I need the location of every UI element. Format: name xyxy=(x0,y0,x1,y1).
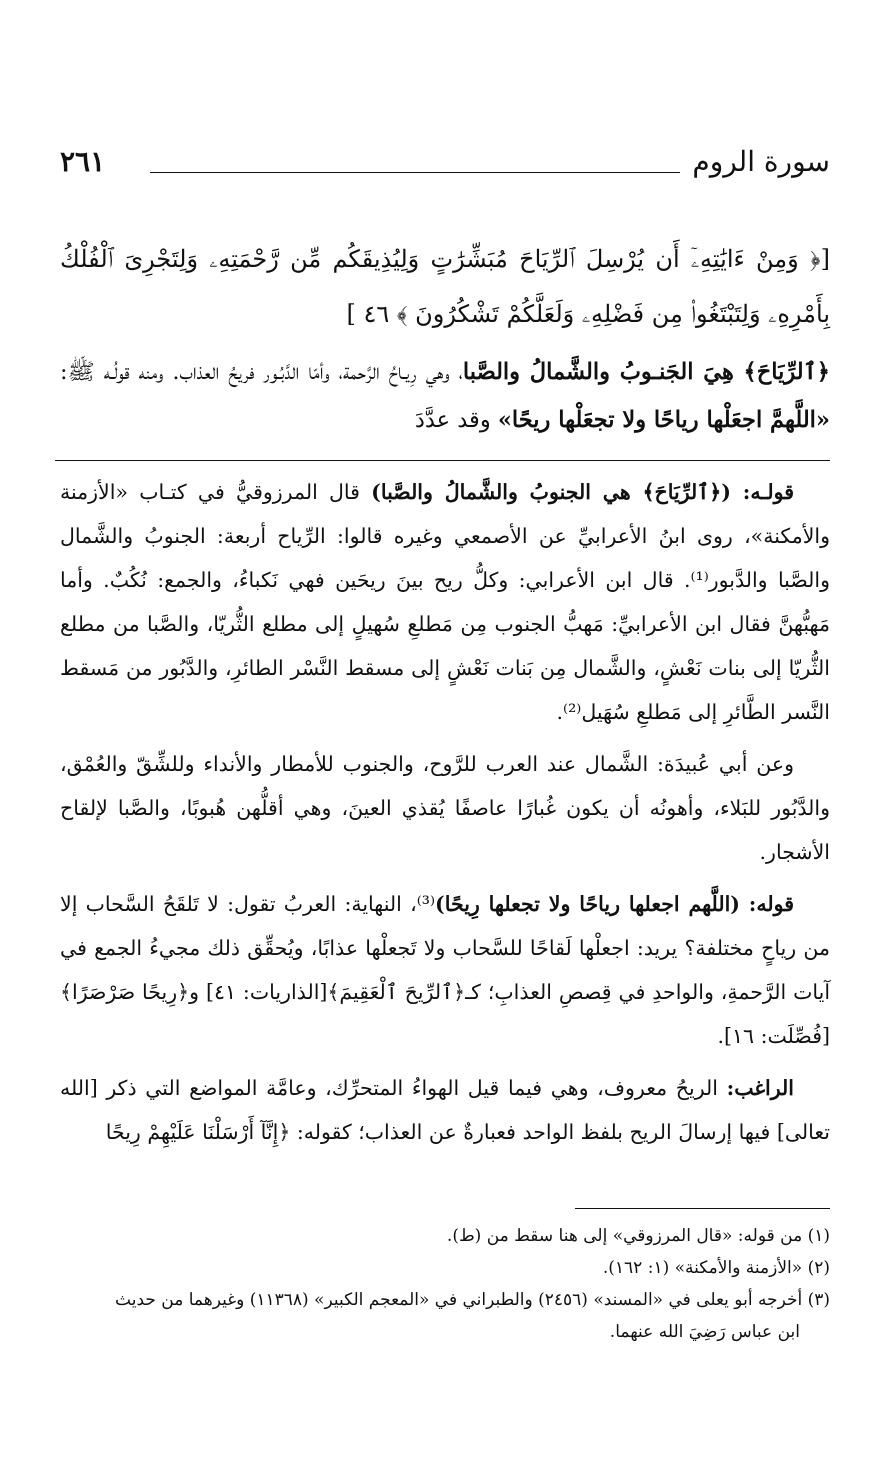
gloss-lead: قوله: (اللَّهم اجعلها رياحًا ولا تجعلها رِيحًا) xyxy=(435,892,795,916)
page-number: ٢٦١ xyxy=(60,145,106,178)
gloss-text: قال المرزوقيُّ في كتـاب «الأزمنة والأمكنة»، روى ابنُ الأعرابيِّ عن الأصمعي وغيره قالوا: الرِّياح أربعة: الجنوبُ والشَّمال والصَّبا والدَّبور⁽¹⁾. قال ابن الأعرابي: وكلُّ ريح بينَ ريحَين فهي نَكباءُ، والجمع: نُكُبٌ. وأما مَهبُّهنَّ فقال ابن الأعرابيِّ: مَهبُّ الجنوب مِن مَطلعِ سُهيلٍ إلى مطلع الثُّريّا، والصَّبا من مطلع الثُّريّا إلى بنات نَعْشٍ، والشَّمال مِن بَنات نَعْشٍ إلى مسقط النَّسْر الطائرِ، والدَّبُور من مَسقط النَّسر الطَّائرِ إلى مَطلعِ سُهَيل⁽²⁾. xyxy=(60,480,830,724)
main-commentary xyxy=(60,348,830,444)
gloss-lead: الراغب: xyxy=(726,1076,794,1100)
gloss-paragraph xyxy=(60,1066,830,1154)
surah-title: سورة الروم xyxy=(692,145,830,178)
commentary-text-2: وقد عدَّدَ xyxy=(414,407,498,433)
footnote-3-continuation: ابن عباس رَضِيَ الله عنهما. xyxy=(609,1322,800,1342)
gloss-notes xyxy=(60,470,830,1162)
footnotes xyxy=(60,1220,830,1348)
hadith-quote: «اللَّهمَّ اجعَلْها رياحًا ولا تجعَلْها ريحًا» xyxy=(497,407,830,433)
gloss-text: وعن أبي عُبيدَة: الشَّمال عند العرب للرَّوح، والجنوب للأمطار والأنداء وللشِّقّ والعُمْق، والدَّبُور للبَلاء، وأهونُه أن يكون غُبارًا عاصفًا يُقذي العينَ، وهي أقلُّهن هُبوبًا، والصَّبا لإلقاح الأشجار. xyxy=(60,752,830,864)
header-rule xyxy=(150,172,680,173)
gloss-paragraph xyxy=(60,470,830,734)
gloss-paragraph xyxy=(60,882,830,1058)
quran-verse: [﴿ وَمِنْ ءَايَٰتِهِۦٓ أَن يُرْسِلَ ٱلرِّيَاحَ مُبَشِّرَٰتٍ وَلِيُذِيقَكُم مِّن رَّحْمَتِهِۦ وَلِتَجْرِىَ ٱلْفُلْكُ بِأَمْرِهِۦ وَلِتَبْتَغُوا۟ مِن فَضْلِهِۦ وَلَعَلَّكُمْ تَشْكُرُونَ ﴾ ٤٦ ] xyxy=(60,245,830,328)
footnote-rule xyxy=(575,1208,830,1209)
commentary-text-1: ، وهي رِيـاحُ الرَّحمة، وأمّا الدَّبُـور فريحُ العذاب. ومنه قولُـه ﷺ: xyxy=(60,359,463,385)
gloss-text: الريحُ معروف، وهي فيما قيل الهواءُ المتحرِّك، وعامَّة المواضع التي ذكر [الله تعالى] فيها إرسالَ الريح بلفظ الواحد فعبارةٌ عن العذاب؛ كقوله: ﴿إِنَّآ أَرْسَلْنَا عَلَيْهِمْ رِيحًا xyxy=(60,1076,830,1144)
footnote-2: (٢) «الأزمنة والأمكنة» (١: ١٦٢). xyxy=(602,1258,830,1278)
commentary-lead: ﴿ٱلرِّيَاحَ﴾ هِيَ الجَنـوبُ والشَّمالُ والصَّبا xyxy=(462,359,830,385)
running-header xyxy=(60,138,830,188)
gloss-text: ⁽³⁾، النهاية: العربُ تقول: لا تَلقَحُ السَّحاب إلا من رياحٍ مختلفة؟ يريد: اجعلْها لَقاحًا للسَّحاب ولا تَجعلْها عذابًا، ويُحقِّق ذلك مجيءُ الجمع في آيات الرَّحمةِ، والواحدِ في قِصصِ العذابِ؛ كـ﴿ٱلرِّيحَ ٱلْعَقِيمَ﴾[الذاريات: ٤١] و﴿رِيحًا صَرْصَرًا﴾ [فُصِّلَت: ١٦]. xyxy=(60,892,831,1048)
section-divider xyxy=(55,460,830,461)
gloss-lead: قولـه: (﴿ٱلرِّيَاحَ﴾ هي الجنوبُ والشَّمالُ والصَّبا) xyxy=(371,480,794,504)
footnote-1: (١) من قوله: «قال المرزوقي» إلى هنا سقط من (ط). xyxy=(446,1226,830,1246)
footnote-3: (٣) أخرجه أبو يعلى في «المسند» (٢٤٥٦) والطبراني في «المعجم الكبير» (١١٣٦٨) وغيرهما من حديث xyxy=(115,1290,830,1310)
gloss-paragraph xyxy=(60,742,830,874)
